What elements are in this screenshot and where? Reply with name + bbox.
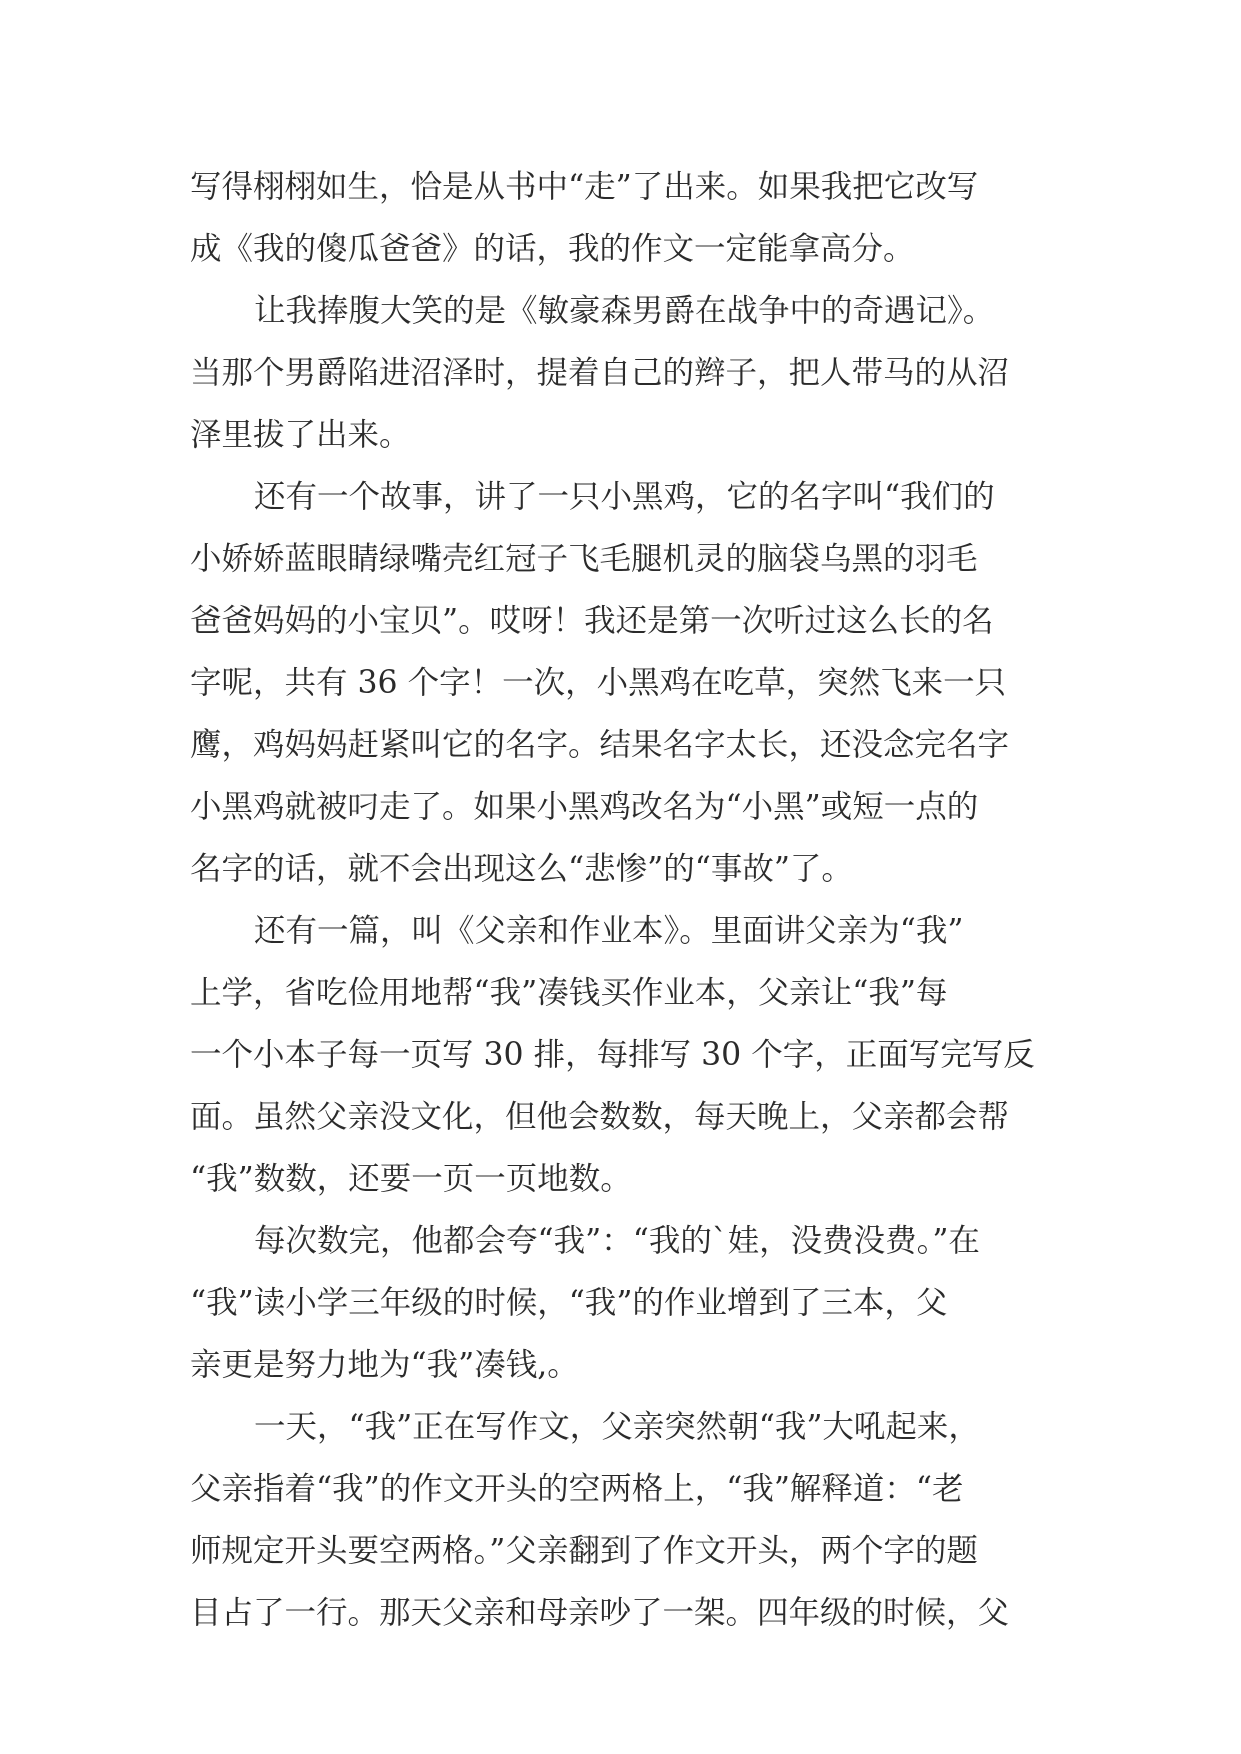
text-line: 名字的话，就不会出现这么“悲惨”的“事故”了。 xyxy=(190,851,853,887)
text-line: 当那个男爵陷进沼泽时，提着自己的辫子，把人带马的从沼 xyxy=(190,355,1010,391)
text-line: 亲更是努力地为“我”凑钱,。 xyxy=(190,1347,579,1383)
paragraph-first-line: 还有一个故事，讲了一只小黑鸡，它的名字叫“我们的 xyxy=(254,479,995,515)
text-line: 师规定开头要空两格。”父亲翻到了作文开头，两个字的题 xyxy=(190,1533,978,1569)
text-line: 鹰，鸡妈妈赶紧叫它的名字。结果名字太长，还没念完名字 xyxy=(190,727,1010,763)
text-line: 小黑鸡就被叼走了。如果小黑鸡改名为“小黑”或短一点的 xyxy=(190,789,979,825)
document-body xyxy=(190,156,1054,1644)
text-line: 目占了一行。那天父亲和母亲吵了一架。四年级的时候，父 xyxy=(190,1595,1010,1631)
text-line: 小娇娇蓝眼睛绿嘴壳红冠子飞毛腿机灵的脑袋乌黑的羽毛 xyxy=(190,541,978,577)
paragraph-first-line: 让我捧腹大笑的是《敏豪森男爵在战争中的奇遇记》。 xyxy=(254,293,995,329)
text-line: 泽里拔了出来。 xyxy=(190,417,411,453)
text-line: 上学，省吃俭用地帮“我”凑钱买作业本，父亲让“我”每 xyxy=(190,975,948,1011)
text-line: 父亲指着“我”的作文开头的空两格上，“我”解释道：“老 xyxy=(190,1471,964,1507)
text-line: 爸爸妈妈的小宝贝”。哎呀！我还是第一次听过这么长的名 xyxy=(190,603,994,639)
text-line: 一个小本子每一页写 30 排，每排写 30 个字，正面写完写反 xyxy=(190,1037,1035,1073)
text-line: 字呢，共有 36 个字！一次，小黑鸡在吃草，突然飞来一只 xyxy=(190,665,1007,701)
text-line: “我”读小学三年级的时候，“我”的作业增到了三本，父 xyxy=(190,1285,948,1321)
text-line: 写得栩栩如生，恰是从书中“走”了出来。如果我把它改写 xyxy=(190,169,979,205)
text-line: 面。虽然父亲没文化，但他会数数，每天晚上，父亲都会帮 xyxy=(190,1099,1010,1135)
paragraph-first-line: 一天，“我”正在写作文，父亲突然朝“我”大吼起来， xyxy=(254,1409,980,1445)
text-line: 成《我的傻瓜爸爸》的话，我的作文一定能拿高分。 xyxy=(190,231,915,267)
text-line: “我”数数，还要一页一页地数。 xyxy=(190,1161,632,1197)
paragraph-first-line: 还有一篇，叫《父亲和作业本》。里面讲父亲为“我” xyxy=(254,913,964,949)
paragraph-first-line: 每次数完，他都会夸“我”：“我的`娃，没费没费。”在 xyxy=(254,1223,980,1259)
